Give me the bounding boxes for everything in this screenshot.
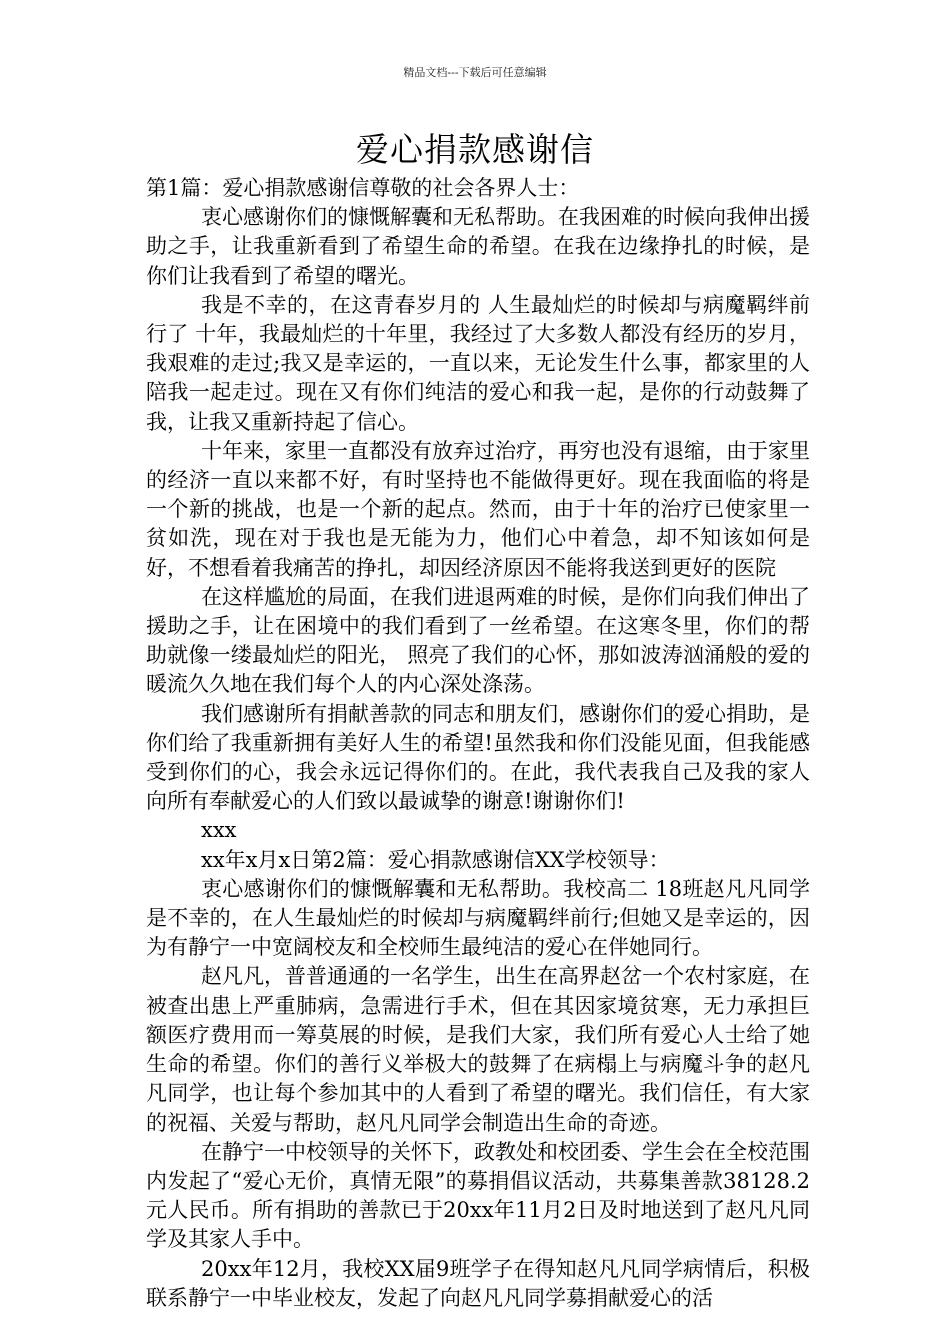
body-paragraph: 赵凡凡，普普通通的一名学生，出生在高界赵岔一个农村家庭，在被查出患上严重肺病，急需进行手术，但在其因家境贫寒，无力承担巨额医疗费用而一筹莫展的时候，是我们大家，我们所有爱心人士给了她生命的希望。你们的善行义举极大的鼓舞了在病榻上与病魔斗争的赵凡凡同学，也让每个参加其中的人看到了希望的曙光。我们信任，有大家的祝福、关爱与帮助，赵凡凡同学会制造出生命的奇迹。: [146, 964, 810, 1135]
salutation-paragraph: 第1篇：爱心捐款感谢信尊敬的社会各界人士：: [146, 176, 580, 200]
body-paragraph: 衷心感谢你们的慷慨解囊和无私帮助。在我困难的时候向我伸出援助之手，让我重新看到了希望生命的希望。在我在边缘挣扎的时候，是你们让我看到了希望的曙光。: [146, 205, 810, 288]
header-note: 精品文档---下载后可任意编辑: [403, 66, 547, 79]
signature-line: xxx: [201, 818, 237, 843]
date-and-heading-line: xx年x月x日第2篇：爱心捐款感谢信XX学校领导：: [201, 847, 670, 872]
document-title: 爱心捐款感谢信: [356, 130, 594, 169]
body-paragraph: 我是不幸的，在这青春岁月的 人生最灿烂的时候却与病魔羁绊前行了 十年，我最灿烂的十年里，我经过了大多数人都没有经历的岁月，我艰难的走过;我又是幸运的，一直以来，无论发生什么事，都家里的人陪我一起走过。现在又有你们纯洁的爱心和我一起，是你的行动鼓舞了我，让我又重新持起了信心。: [146, 292, 810, 434]
document-body: [146, 174, 810, 1313]
body-paragraph: 20xx年12月，我校XX届9班学子在得知赵凡凡同学病情后，积极联系静宁一中毕业校友，发起了向赵凡凡同学募捐献爱心的活: [146, 1256, 810, 1310]
body-paragraph: 在这样尴尬的局面，在我们进退两难的时候，是你们向我们伸出了援助之手，让在困境中的我们看到了一丝希望。在这寒冬里，你们的帮助就像一缕最灿烂的阳光， 照亮了我们的心怀，那如波涛汹涌般的爱的暖流久久地在我们每个人的内心深处涤荡。: [146, 584, 810, 697]
body-paragraph: 衷心感谢你们的慷慨解囊和无私帮助。我校高二 18班赵凡凡同学是不幸的，在人生最灿烂的时候却与病魔羁绊前行;但她又是幸运的，因为有静宁一中宽阔校友和全校师生最纯洁的爱心在伴她同行。: [146, 876, 810, 960]
body-paragraph: 在静宁一中校领导的关怀下，政教处和校团委、学生会在全校范围内发起了“爱心无价，真情无限”的募捐倡议活动，共募集善款38128.2元人民币。所有捐助的善款已于20xx年11月2日及时地送到了赵凡凡同学及其家人手中。: [146, 1139, 810, 1252]
body-paragraph: 十年来，家里一直都没有放弃过治疗，再穷也没有退缩，由于家里的经济一直以来都不好，有时坚持也不能做得更好。现在我面临的将是一个新的挑战，也是一个新的起点。然而，由于十年的治疗已使家里一贫如洗，现在对于我也是无能为力，他们心中着急，却不知该如何是好，不想看着我痛苦的挣扎，却因经济原因不能将我送到更好的医院: [146, 438, 810, 580]
body-paragraph: 我们感谢所有捐献善款的同志和朋友们，感谢你们的爱心捐助，是你们给了我重新拥有美好人生的希望!虽然我和你们没能见面，但我能感受到你们的心，我会永远记得你们的。在此，我代表我自己及我的家人向所有奉献爱心的人们致以最诚挚的谢意!谢谢你们!: [146, 701, 810, 814]
